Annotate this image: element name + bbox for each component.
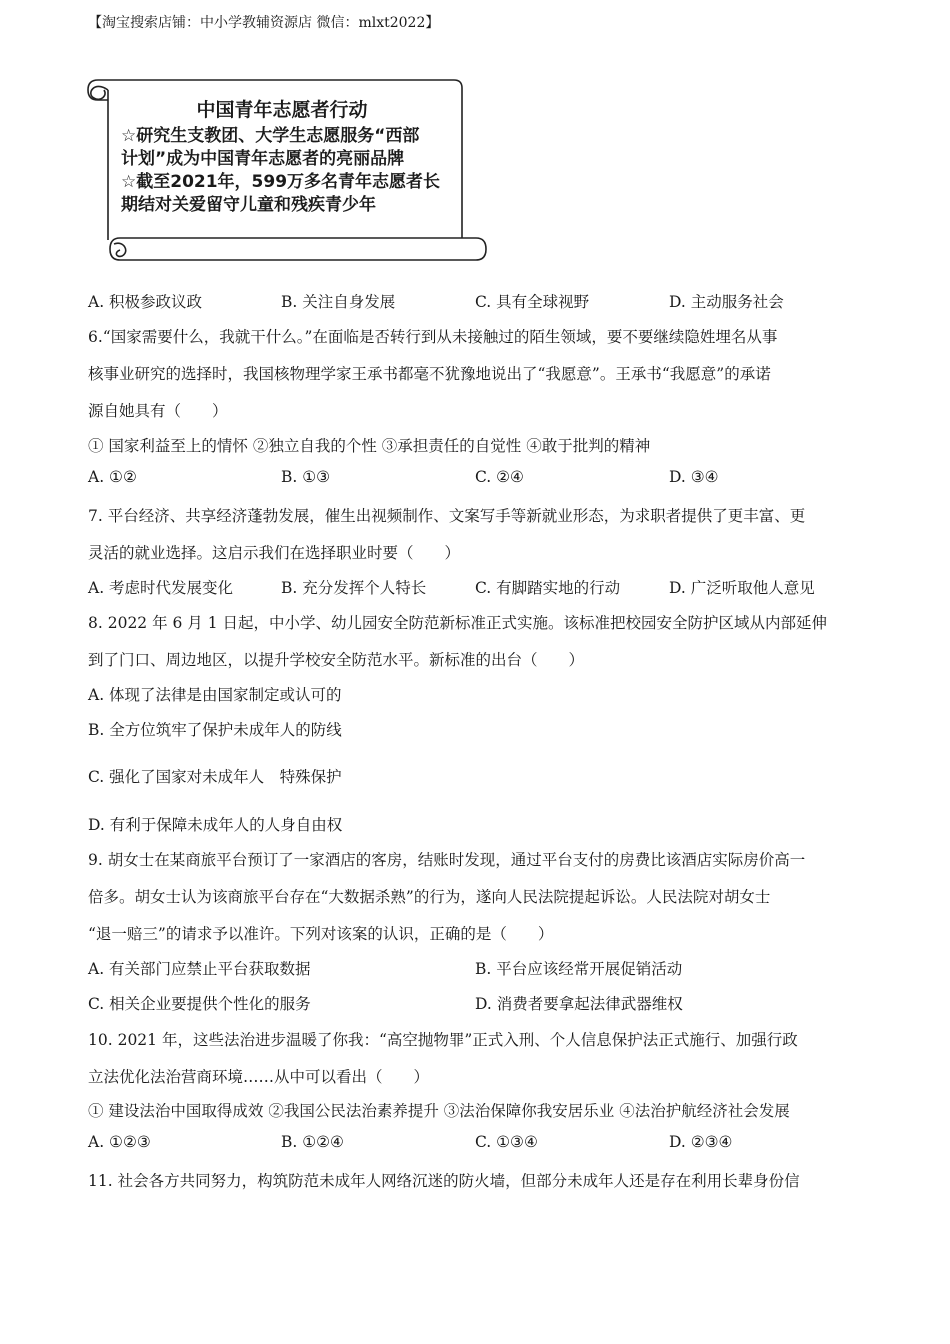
q5-option-c[interactable]: C. 具有全球视野 (475, 293, 590, 311)
q8-option-b[interactable]: B. 全方位筑牢了保护未成年人的防线 (88, 721, 342, 739)
q9-option-b[interactable]: B. 平台应该经常开展促销活动 (475, 960, 683, 978)
q6-option-c[interactable]: C. ②④ (475, 468, 524, 486)
q8-stem: 8. 2022 年 6 月 1 日起，中小学、幼儿园安全防范新标准正式实施。该标准把校园安全防护区域从内部延伸 (88, 614, 828, 632)
page-header: 【淘宝搜索店铺：中小学教辅资源店 微信：mlxt2022】 (88, 15, 440, 31)
q10-statements: ① 建设法治中国取得成效 ②我国公民法治素养提升 ③法治保障你我安居乐业 ④法治护航经济社会发展 (88, 1102, 790, 1120)
q9-stem: 倍多。胡女士认为该商旅平台存在“大数据杀熟”的行为，遂向人民法院提起诉讼。人民法院对胡女士 (88, 888, 771, 906)
q9-option-a[interactable]: A. 有关部门应禁止平台获取数据 (88, 960, 311, 978)
q8-stem: 到了门口、周边地区，以提升学校安全防范水平。新标准的出台（ ） (88, 651, 585, 669)
q7-option-d[interactable]: D. 广泛听取他人意见 (669, 579, 815, 597)
q6-option-d[interactable]: D. ③④ (669, 468, 719, 486)
q7-option-c[interactable]: C. 有脚踏实地的行动 (475, 579, 621, 597)
q5-option-b[interactable]: B. 关注自身发展 (281, 293, 396, 311)
q9-stem: “退一赔三”的请求予以准许。下列对该案的认识，正确的是（ ） (88, 925, 554, 943)
scroll-line: 计划”成为中国青年志愿者的亮丽品牌 (121, 149, 405, 169)
q7-stem: 灵活的就业选择。这启示我们在选择职业时要（ ） (88, 544, 461, 562)
scroll-line: ☆研究生支教团、大学生志愿服务“西部 (121, 126, 420, 146)
scroll-title: 中国青年志愿者行动 (196, 99, 368, 121)
q9-option-d[interactable]: D. 消费者要拿起法律武器维权 (475, 995, 683, 1013)
q7-stem: 7. 平台经济、共享经济蓬勃发展，催生出视频制作、文案写手等新就业形态，为求职者提供了更丰富、更 (88, 507, 806, 525)
q10-stem: 立法优化法治营商环境……从中可以看出（ ） (88, 1068, 430, 1086)
q8-option-a[interactable]: A. 体现了法律是由国家制定或认可的 (88, 686, 342, 704)
q8-option-d[interactable]: D. 有利于保障未成年人的人身自由权 (88, 816, 343, 834)
scroll-line: 期结对关爱留守儿童和残疾青少年 (121, 195, 376, 215)
q6-option-b[interactable]: B. ①③ (281, 468, 331, 486)
q9-stem: 9. 胡女士在某商旅平台预订了一家酒店的客房，结账时发现，通过平台支付的房费比该酒店实际房价高一 (88, 851, 806, 869)
q7-option-b[interactable]: B. 充分发挥个人特长 (281, 579, 427, 597)
q6-stem: 6.“国家需要什么，我就干什么。”在面临是否转行到从未接触过的陌生领域，要不要继续隐姓埋名从事 (88, 328, 778, 346)
q10-option-c[interactable]: C. ①③④ (475, 1133, 538, 1151)
q10-option-b[interactable]: B. ①②④ (281, 1133, 344, 1151)
q11-stem: 11. 社会各方共同努力，构筑防范未成年人网络沉迷的防火墙，但部分未成年人还是存在利用长辈身份信 (88, 1172, 800, 1190)
q6-stem: 核事业研究的选择时，我国核物理学家王承书都毫不犹豫地说出了“我愿意”。王承书“我愿意”的承诺 (88, 365, 771, 383)
q5-option-a[interactable]: A. 积极参政议政 (88, 293, 203, 311)
q10-stem: 10. 2021 年，这些法治进步温暖了你我：“高空抛物罪”正式入刑、个人信息保护法正式施行、加强行政 (88, 1031, 798, 1049)
q5-option-d[interactable]: D. 主动服务社会 (669, 293, 784, 311)
q10-option-a[interactable]: A. ①②③ (88, 1133, 151, 1151)
q8-option-c[interactable]: C. 强化了国家对未成年人 特殊保护 (88, 768, 342, 786)
q7-option-a[interactable]: A. 考虑时代发展变化 (88, 579, 234, 597)
q9-option-c[interactable]: C. 相关企业要提供个性化的服务 (88, 995, 311, 1013)
q6-option-a[interactable]: A. ①② (88, 468, 137, 486)
q6-statements: ① 国家利益至上的情怀 ②独立自我的个性 ③承担责任的自觉性 ④敢于批判的精神 (88, 437, 651, 455)
scroll-line: ☆截至2021年，599万多名青年志愿者长 (121, 172, 441, 192)
q6-stem: 源自她具有（ ） (88, 402, 228, 420)
q10-option-d[interactable]: D. ②③④ (669, 1133, 733, 1151)
